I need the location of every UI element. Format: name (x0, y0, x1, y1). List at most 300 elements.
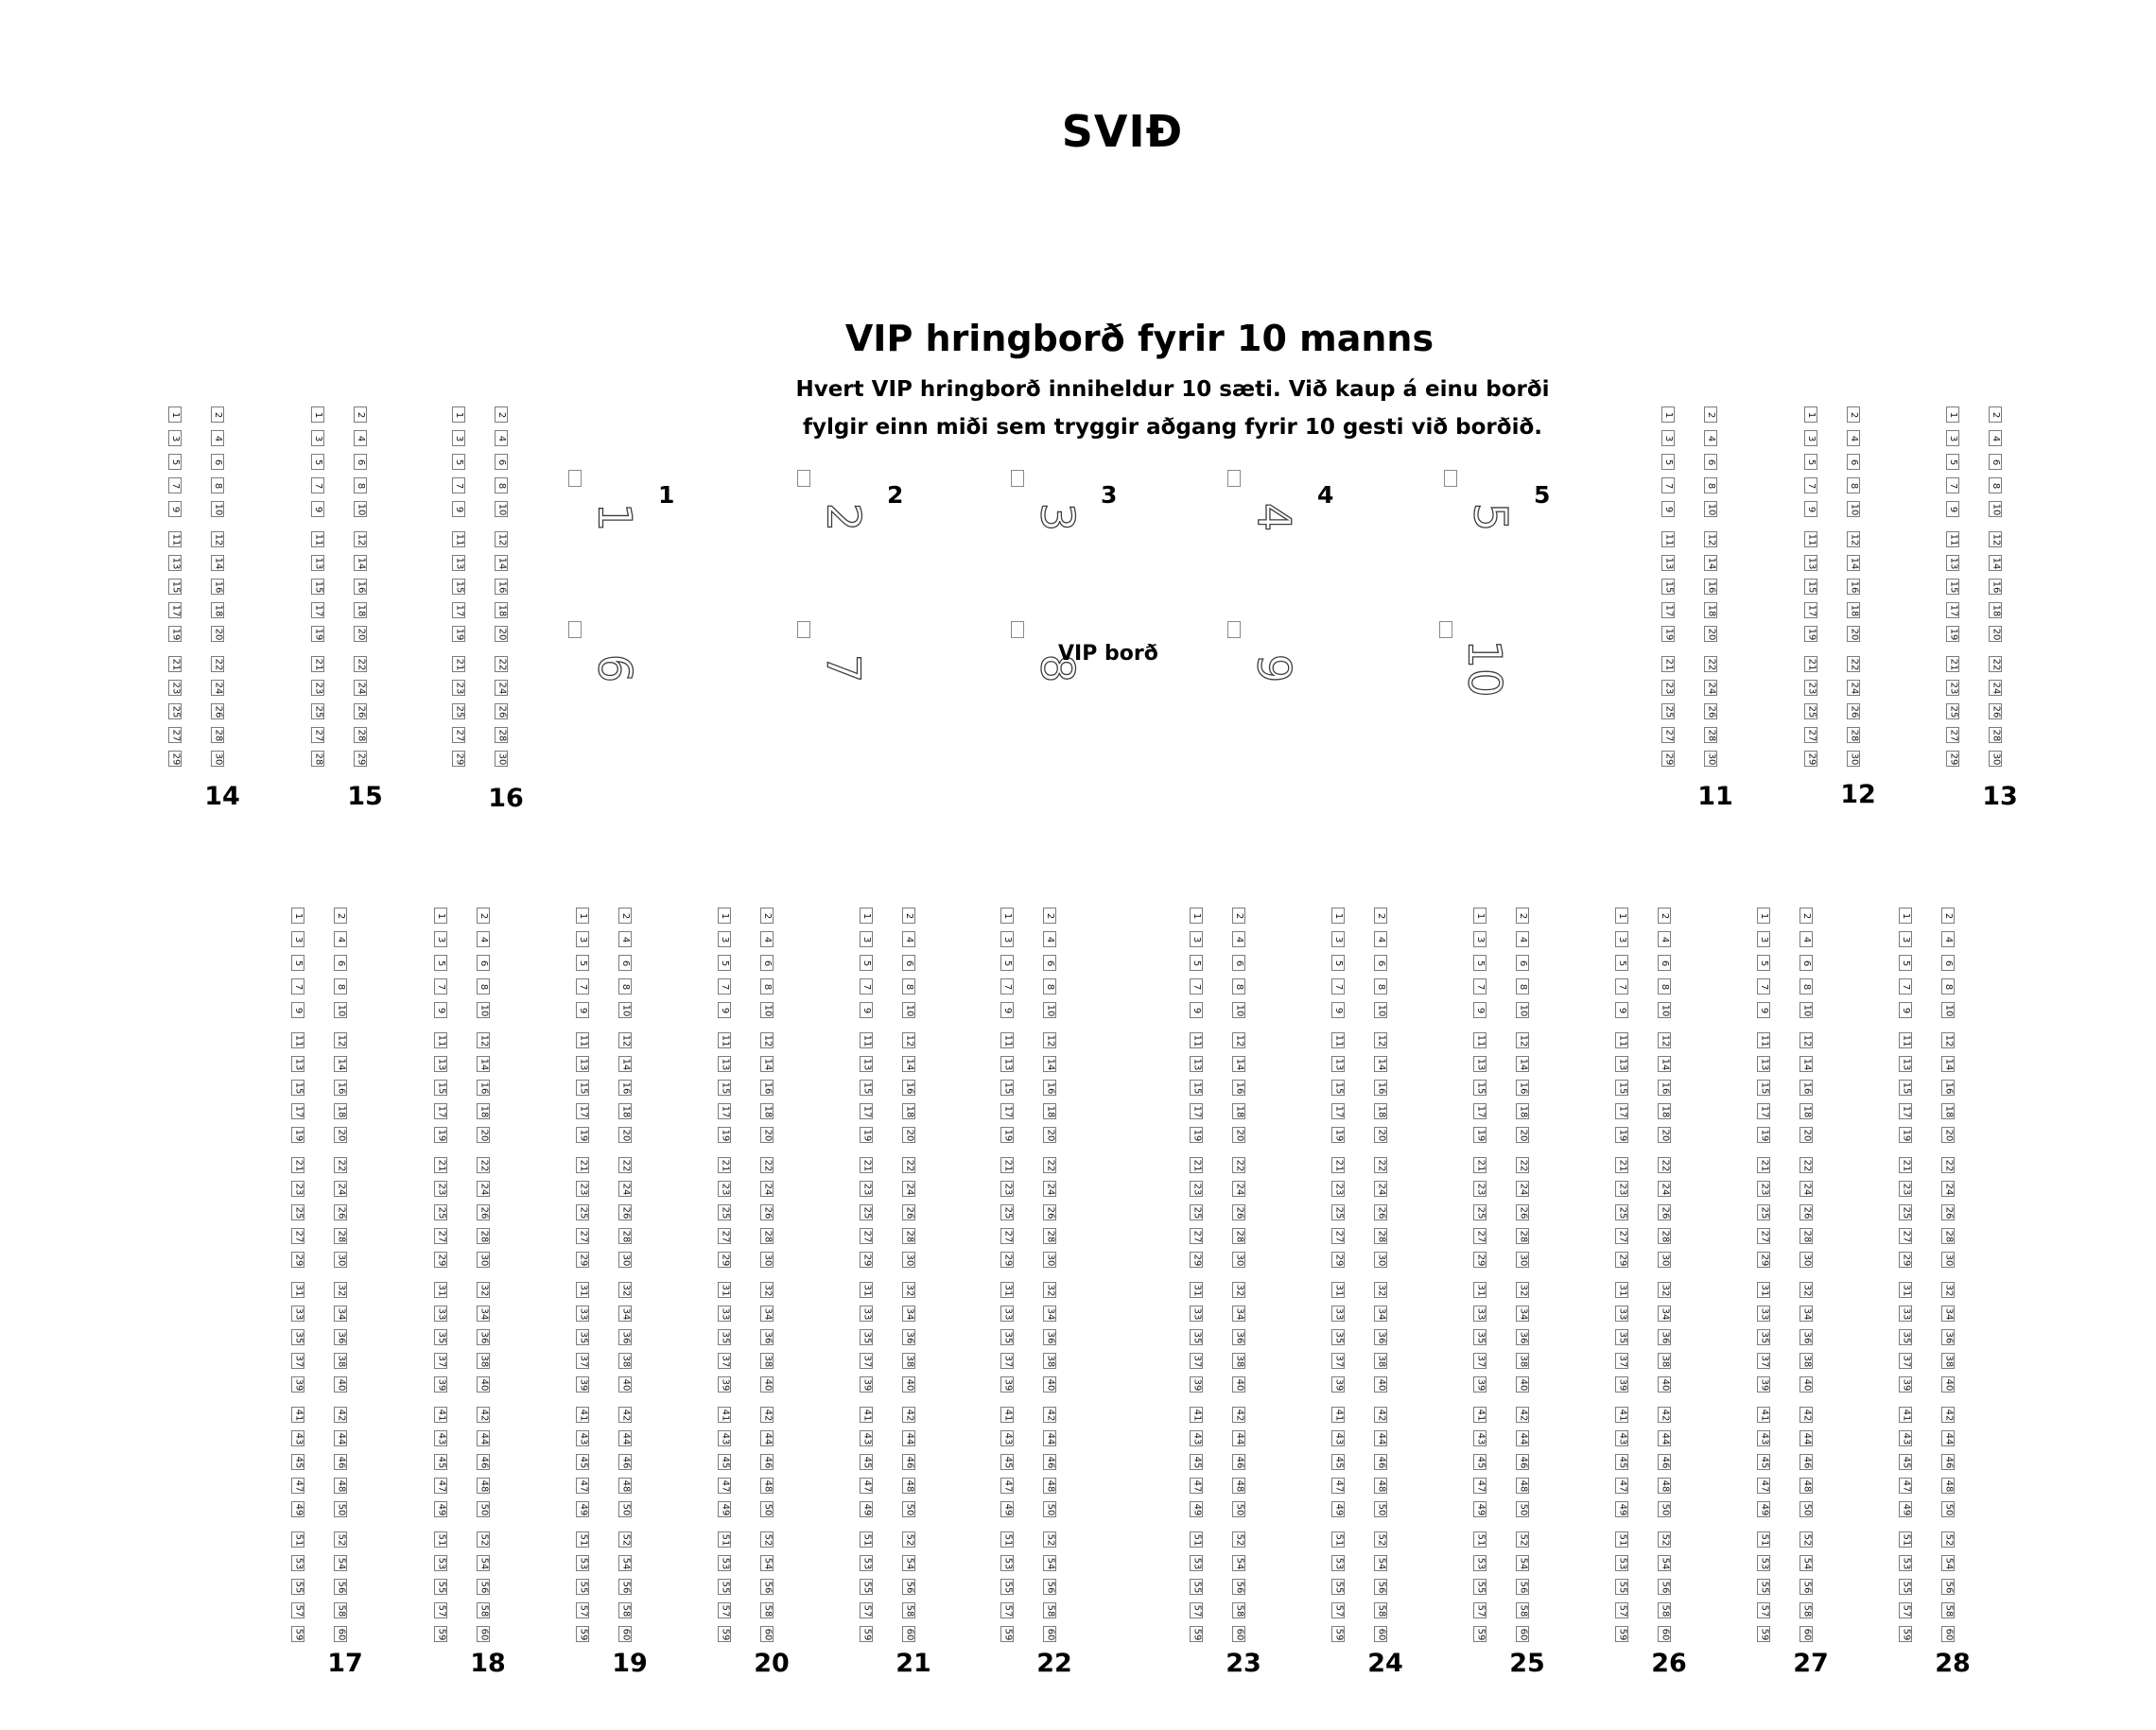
seat[interactable] (1804, 430, 1817, 446)
seat[interactable] (477, 1626, 490, 1642)
seat[interactable] (1615, 1032, 1628, 1048)
seat[interactable] (311, 454, 324, 470)
seat[interactable] (902, 1579, 915, 1595)
seat[interactable] (495, 626, 508, 642)
seat[interactable] (1800, 1329, 1813, 1345)
seat[interactable] (1000, 1407, 1014, 1423)
seat[interactable] (168, 727, 182, 743)
seat[interactable] (618, 1626, 632, 1642)
seat[interactable] (718, 1282, 731, 1298)
seat[interactable] (1190, 978, 1203, 995)
seat[interactable] (1941, 1478, 1955, 1494)
seat[interactable] (1331, 1579, 1345, 1595)
seat[interactable] (1473, 1252, 1487, 1268)
seat[interactable] (1043, 1127, 1056, 1143)
seat[interactable] (902, 1056, 915, 1072)
seat[interactable] (334, 1579, 347, 1595)
seat[interactable] (760, 908, 774, 924)
seat[interactable] (1615, 1002, 1628, 1018)
seat[interactable] (1232, 1282, 1245, 1298)
seat[interactable] (168, 430, 182, 446)
seat[interactable] (334, 1228, 347, 1244)
seat[interactable] (760, 1329, 774, 1345)
seat[interactable] (1190, 908, 1203, 924)
seat[interactable] (618, 908, 632, 924)
seat[interactable] (1516, 1501, 1529, 1517)
seat[interactable] (1331, 1127, 1345, 1143)
seat[interactable] (1946, 501, 1959, 517)
seat[interactable] (718, 1376, 731, 1393)
seat[interactable] (1374, 1531, 1387, 1548)
seat[interactable] (1473, 1056, 1487, 1072)
seat[interactable] (1043, 1579, 1056, 1595)
seat[interactable] (1190, 1032, 1203, 1048)
seat[interactable] (860, 1407, 873, 1423)
seat[interactable] (1800, 1353, 1813, 1369)
seat[interactable] (477, 1306, 490, 1322)
seat[interactable] (1804, 602, 1817, 618)
seat[interactable] (1800, 1376, 1813, 1393)
seat[interactable] (718, 955, 731, 971)
seat[interactable] (1800, 1555, 1813, 1571)
seat[interactable] (1757, 1181, 1770, 1197)
seat[interactable] (1941, 1555, 1955, 1571)
seat[interactable] (1615, 1157, 1628, 1173)
seat[interactable] (1473, 955, 1487, 971)
seat[interactable] (1704, 680, 1717, 696)
seat[interactable] (477, 1228, 490, 1244)
seat[interactable] (1946, 727, 1959, 743)
seat[interactable] (311, 531, 324, 547)
seat[interactable] (1946, 555, 1959, 571)
seat[interactable] (168, 626, 182, 642)
seat[interactable] (354, 656, 367, 672)
seat[interactable] (1804, 727, 1817, 743)
seat[interactable] (1374, 1430, 1387, 1446)
seat[interactable] (1989, 751, 2002, 767)
seat[interactable] (618, 1080, 632, 1096)
seat[interactable] (211, 477, 224, 493)
seat[interactable] (1000, 1531, 1014, 1548)
seat[interactable] (434, 1204, 447, 1220)
seat[interactable] (902, 1501, 915, 1517)
seat[interactable] (434, 1555, 447, 1571)
seat[interactable] (1899, 1157, 1912, 1173)
seat[interactable] (334, 1157, 347, 1173)
seat[interactable] (1847, 407, 1860, 423)
seat[interactable] (618, 1127, 632, 1143)
seat[interactable] (1000, 1329, 1014, 1345)
seat[interactable] (1374, 908, 1387, 924)
seat[interactable] (477, 1127, 490, 1143)
seat[interactable] (1800, 1252, 1813, 1268)
seat[interactable] (1374, 1080, 1387, 1096)
seat[interactable] (1232, 1353, 1245, 1369)
seat[interactable] (1232, 1157, 1245, 1173)
seat[interactable] (291, 1353, 304, 1369)
seat[interactable] (1661, 727, 1675, 743)
seat[interactable] (1615, 1306, 1628, 1322)
seat[interactable] (477, 1056, 490, 1072)
seat[interactable] (168, 407, 182, 423)
seat[interactable] (1800, 931, 1813, 947)
seat[interactable] (1989, 626, 2002, 642)
seat[interactable] (334, 1080, 347, 1096)
seat[interactable] (1941, 1252, 1955, 1268)
seat[interactable] (1190, 1228, 1203, 1244)
seat[interactable] (477, 1501, 490, 1517)
seat[interactable] (1615, 1454, 1628, 1470)
seat[interactable] (434, 1032, 447, 1048)
seat[interactable] (1661, 579, 1675, 595)
seat[interactable] (1516, 908, 1529, 924)
seat[interactable] (902, 1555, 915, 1571)
seat[interactable] (354, 602, 367, 618)
seat[interactable] (860, 1002, 873, 1018)
seat[interactable] (1374, 1501, 1387, 1517)
seat[interactable] (1232, 1127, 1245, 1143)
seat[interactable] (618, 1329, 632, 1345)
seat[interactable] (1946, 454, 1959, 470)
seat[interactable] (1516, 1602, 1529, 1618)
seat[interactable] (1043, 978, 1056, 995)
seat[interactable] (1941, 978, 1955, 995)
seat[interactable] (902, 1080, 915, 1096)
seat[interactable] (1374, 1329, 1387, 1345)
seat[interactable] (1989, 579, 2002, 595)
seat[interactable] (1946, 602, 1959, 618)
seat[interactable] (718, 1252, 731, 1268)
seat[interactable] (718, 1353, 731, 1369)
seat[interactable] (1043, 1454, 1056, 1470)
seat[interactable] (1804, 407, 1817, 423)
seat[interactable] (477, 1329, 490, 1345)
seat[interactable] (1190, 1555, 1203, 1571)
seat[interactable] (1658, 1228, 1671, 1244)
seat[interactable] (1804, 680, 1817, 696)
seat[interactable] (477, 1032, 490, 1048)
seat[interactable] (618, 1531, 632, 1548)
seat[interactable] (1899, 1181, 1912, 1197)
seat[interactable] (760, 1157, 774, 1173)
seat[interactable] (1658, 1252, 1671, 1268)
seat[interactable] (1899, 1282, 1912, 1298)
seat[interactable] (477, 1602, 490, 1618)
seat[interactable] (354, 727, 367, 743)
seat[interactable] (452, 751, 465, 767)
seat[interactable] (495, 656, 508, 672)
seat[interactable] (291, 978, 304, 995)
seat[interactable] (1331, 1454, 1345, 1470)
seat[interactable] (902, 1032, 915, 1048)
seat[interactable] (1374, 1626, 1387, 1642)
seat[interactable] (1899, 1204, 1912, 1220)
seat[interactable] (902, 1454, 915, 1470)
seat[interactable] (718, 1056, 731, 1072)
seat[interactable] (902, 1282, 915, 1298)
seat[interactable] (1516, 1376, 1529, 1393)
seat[interactable] (718, 1204, 731, 1220)
seat[interactable] (1000, 1602, 1014, 1618)
seat[interactable] (354, 680, 367, 696)
seat[interactable] (334, 1103, 347, 1119)
seat[interactable] (1000, 1204, 1014, 1220)
seat[interactable] (718, 1306, 731, 1322)
seat[interactable] (860, 1376, 873, 1393)
seat[interactable] (1615, 1478, 1628, 1494)
seat[interactable] (860, 908, 873, 924)
seat[interactable] (1658, 1353, 1671, 1369)
seat[interactable] (1516, 1228, 1529, 1244)
seat[interactable] (1800, 1454, 1813, 1470)
seat[interactable] (760, 1376, 774, 1393)
seat[interactable] (1000, 1056, 1014, 1072)
seat[interactable] (477, 1252, 490, 1268)
seat[interactable] (1331, 1407, 1345, 1423)
seat[interactable] (1473, 1282, 1487, 1298)
seat[interactable] (452, 656, 465, 672)
seat[interactable] (1043, 1626, 1056, 1642)
seat[interactable] (1704, 430, 1717, 446)
seat[interactable] (1757, 908, 1770, 924)
seat[interactable] (211, 656, 224, 672)
seat[interactable] (1331, 1080, 1345, 1096)
seat[interactable] (1331, 1204, 1345, 1220)
seat[interactable] (618, 1032, 632, 1048)
seat[interactable] (1473, 908, 1487, 924)
seat[interactable] (576, 978, 589, 995)
seat[interactable] (1232, 1181, 1245, 1197)
seat[interactable] (1516, 1454, 1529, 1470)
seat[interactable] (860, 1032, 873, 1048)
seat[interactable] (1331, 1282, 1345, 1298)
seat[interactable] (618, 1555, 632, 1571)
seat[interactable] (1800, 1103, 1813, 1119)
seat[interactable] (1190, 1181, 1203, 1197)
seat[interactable] (1989, 680, 2002, 696)
seat[interactable] (334, 1407, 347, 1423)
seat[interactable] (1000, 1478, 1014, 1494)
seat[interactable] (1800, 1157, 1813, 1173)
seat[interactable] (211, 501, 224, 517)
seat[interactable] (211, 626, 224, 642)
seat[interactable] (477, 1157, 490, 1173)
seat[interactable] (576, 1430, 589, 1446)
seat[interactable] (452, 454, 465, 470)
seat[interactable] (291, 1478, 304, 1494)
seat[interactable] (495, 579, 508, 595)
seat[interactable] (1516, 1204, 1529, 1220)
seat[interactable] (434, 978, 447, 995)
seat[interactable] (1804, 477, 1817, 493)
seat[interactable] (718, 1579, 731, 1595)
seat[interactable] (902, 1157, 915, 1173)
seat[interactable] (1374, 1376, 1387, 1393)
seat[interactable] (1941, 1501, 1955, 1517)
seat[interactable] (1661, 430, 1675, 446)
seat[interactable] (1516, 1002, 1529, 1018)
seat[interactable] (1704, 602, 1717, 618)
seat[interactable] (1941, 1002, 1955, 1018)
seat[interactable] (291, 1127, 304, 1143)
seat[interactable] (1000, 1127, 1014, 1143)
seat[interactable] (618, 1376, 632, 1393)
seat[interactable] (618, 931, 632, 947)
seat[interactable] (1615, 1579, 1628, 1595)
seat[interactable] (1473, 1579, 1487, 1595)
seat[interactable] (1941, 1602, 1955, 1618)
seat[interactable] (434, 1329, 447, 1345)
seat[interactable] (760, 978, 774, 995)
seat[interactable] (1941, 1204, 1955, 1220)
seat[interactable] (1899, 1228, 1912, 1244)
seat[interactable] (1043, 1103, 1056, 1119)
seat[interactable] (1374, 1228, 1387, 1244)
seat[interactable] (1473, 1103, 1487, 1119)
seat[interactable] (576, 1228, 589, 1244)
seat[interactable] (860, 1204, 873, 1220)
seat[interactable] (434, 1080, 447, 1096)
seat[interactable] (718, 1454, 731, 1470)
seat[interactable] (1658, 1002, 1671, 1018)
seat[interactable] (576, 908, 589, 924)
seat[interactable] (1000, 1353, 1014, 1369)
seat[interactable] (452, 602, 465, 618)
seat[interactable] (576, 931, 589, 947)
seat[interactable] (760, 1531, 774, 1548)
seat[interactable] (1043, 1353, 1056, 1369)
seat[interactable] (1331, 931, 1345, 947)
seat[interactable] (760, 1127, 774, 1143)
seat[interactable] (1190, 1002, 1203, 1018)
seat[interactable] (311, 430, 324, 446)
seat[interactable] (1516, 1306, 1529, 1322)
seat[interactable] (434, 1353, 447, 1369)
seat[interactable] (1516, 1103, 1529, 1119)
seat[interactable] (760, 1181, 774, 1197)
seat[interactable] (718, 1555, 731, 1571)
seat[interactable] (1374, 955, 1387, 971)
seat[interactable] (1658, 978, 1671, 995)
seat[interactable] (1757, 1353, 1770, 1369)
seat[interactable] (576, 1157, 589, 1173)
seat[interactable] (576, 1376, 589, 1393)
seat[interactable] (718, 1501, 731, 1517)
seat[interactable] (1516, 1056, 1529, 1072)
seat[interactable] (1757, 1204, 1770, 1220)
seat[interactable] (334, 978, 347, 995)
seat[interactable] (1757, 1407, 1770, 1423)
seat[interactable] (1473, 1181, 1487, 1197)
seat[interactable] (168, 501, 182, 517)
seat[interactable] (1232, 1602, 1245, 1618)
seat[interactable] (291, 931, 304, 947)
seat[interactable] (1946, 656, 1959, 672)
seat[interactable] (1757, 1127, 1770, 1143)
seat[interactable] (334, 908, 347, 924)
seat[interactable] (1899, 1430, 1912, 1446)
seat[interactable] (1615, 1329, 1628, 1345)
seat[interactable] (1989, 407, 2002, 423)
seat[interactable] (1615, 1376, 1628, 1393)
seat[interactable] (1232, 1376, 1245, 1393)
seat[interactable] (718, 1103, 731, 1119)
seat[interactable] (860, 1252, 873, 1268)
seat[interactable] (1000, 1252, 1014, 1268)
seat[interactable] (334, 1376, 347, 1393)
seat[interactable] (1989, 703, 2002, 719)
seat[interactable] (291, 1032, 304, 1048)
seat[interactable] (718, 1080, 731, 1096)
seat[interactable] (1043, 1032, 1056, 1048)
seat[interactable] (334, 1555, 347, 1571)
seat[interactable] (1615, 1252, 1628, 1268)
seat[interactable] (760, 1430, 774, 1446)
seat[interactable] (1847, 501, 1860, 517)
seat[interactable] (334, 1252, 347, 1268)
seat[interactable] (718, 1329, 731, 1345)
seat[interactable] (760, 1579, 774, 1595)
seat[interactable] (1615, 1204, 1628, 1220)
seat[interactable] (1941, 1282, 1955, 1298)
seat[interactable] (576, 1032, 589, 1048)
seat[interactable] (1232, 1501, 1245, 1517)
seat[interactable] (1899, 1002, 1912, 1018)
seat[interactable] (334, 1127, 347, 1143)
seat[interactable] (860, 1103, 873, 1119)
seat[interactable] (1757, 978, 1770, 995)
seat[interactable] (1331, 1252, 1345, 1268)
seat[interactable] (1899, 1353, 1912, 1369)
seat[interactable] (1704, 501, 1717, 517)
seat[interactable] (1043, 1228, 1056, 1244)
seat[interactable] (1757, 1602, 1770, 1618)
seat[interactable] (1941, 1407, 1955, 1423)
seat[interactable] (860, 1181, 873, 1197)
seat[interactable] (1232, 1080, 1245, 1096)
seat[interactable] (1661, 454, 1675, 470)
seat[interactable] (1941, 1056, 1955, 1072)
seat[interactable] (618, 1430, 632, 1446)
seat[interactable] (860, 1228, 873, 1244)
seat[interactable] (1661, 531, 1675, 547)
seat[interactable] (1899, 978, 1912, 995)
seat[interactable] (1374, 1478, 1387, 1494)
seat[interactable] (860, 931, 873, 947)
seat[interactable] (211, 680, 224, 696)
seat[interactable] (860, 1329, 873, 1345)
seat[interactable] (291, 1157, 304, 1173)
seat[interactable] (311, 751, 324, 767)
seat[interactable] (1516, 931, 1529, 947)
seat[interactable] (1658, 1329, 1671, 1345)
seat[interactable] (1941, 1127, 1955, 1143)
seat[interactable] (1190, 1353, 1203, 1369)
seat[interactable] (760, 1056, 774, 1072)
seat[interactable] (1661, 555, 1675, 571)
seat[interactable] (1516, 1329, 1529, 1345)
seat[interactable] (902, 1329, 915, 1345)
seat[interactable] (576, 1252, 589, 1268)
seat[interactable] (1615, 908, 1628, 924)
seat[interactable] (618, 1228, 632, 1244)
seat[interactable] (1941, 1454, 1955, 1470)
seat[interactable] (1804, 579, 1817, 595)
seat[interactable] (1000, 1501, 1014, 1517)
seat[interactable] (1374, 1555, 1387, 1571)
seat[interactable] (1658, 1376, 1671, 1393)
seat[interactable] (291, 908, 304, 924)
